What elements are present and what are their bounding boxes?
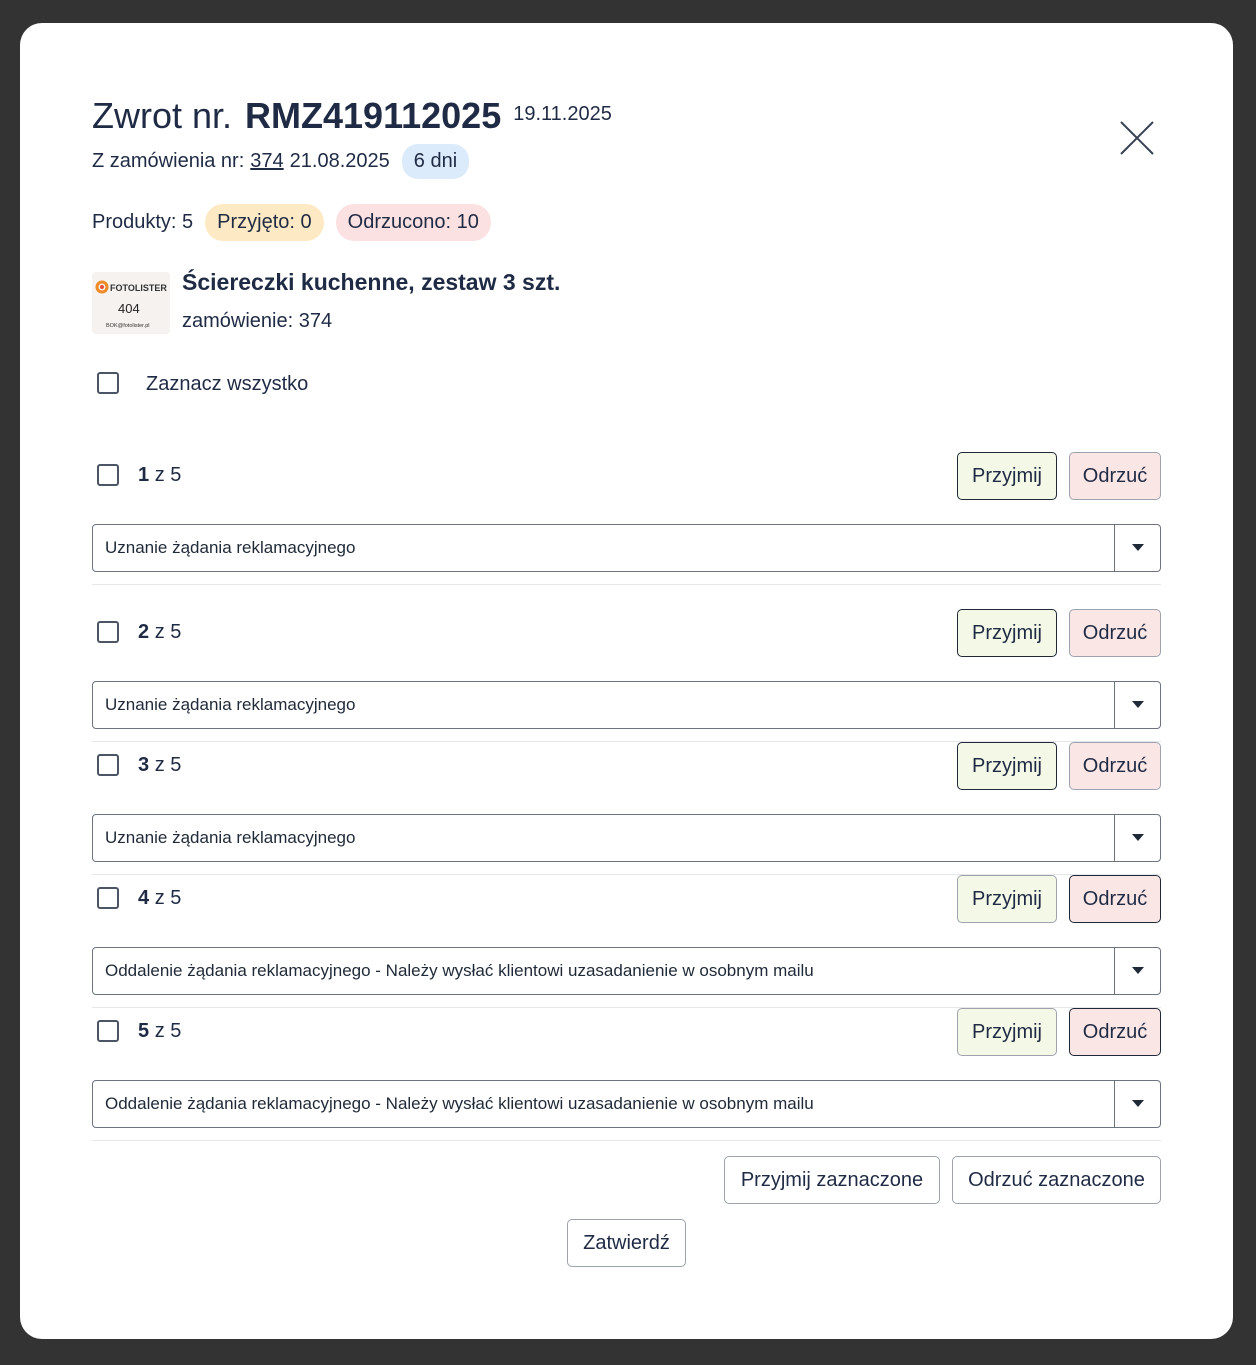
decision-value: Uznanie żądania reklamacyjnego	[105, 538, 356, 557]
thumb-email: BOK@fotolister.pl	[106, 323, 150, 329]
item-checkbox[interactable]	[97, 464, 119, 486]
decision-select[interactable]	[92, 1080, 1161, 1128]
order-date: 21.08.2025	[289, 150, 390, 172]
select-divider	[1114, 815, 1115, 861]
chevron-down-icon	[1132, 701, 1144, 708]
product-name: Ściereczki kuchenne, zestaw 3 szt.	[182, 269, 561, 295]
decision-select[interactable]	[92, 814, 1161, 862]
chevron-down-icon	[1132, 834, 1144, 841]
decision-value: Oddalenie żądania reklamacyjnego - Należy wysłać klientowi uzasadanienie w osobnym mailu	[105, 961, 814, 980]
accept-selected-button[interactable]: Przyjmij zaznaczone	[724, 1156, 940, 1204]
accept-button[interactable]: Przyjmij	[957, 742, 1057, 790]
confirm-button[interactable]: Zatwierdź	[567, 1219, 686, 1267]
days-badge: 6 dni	[402, 144, 469, 179]
order-info	[92, 144, 469, 179]
reject-button[interactable]: Odrzuć	[1069, 1008, 1161, 1056]
modal-title	[92, 95, 612, 137]
return-number: RMZ419112025	[245, 95, 502, 136]
reject-button[interactable]: Odrzuć	[1069, 452, 1161, 500]
item-separator	[92, 584, 1161, 585]
accept-button[interactable]: Przyjmij	[957, 875, 1057, 923]
select-divider	[1114, 948, 1115, 994]
item-label: 2 z 5	[138, 621, 182, 643]
rejected-badge: Odrzucono: 10	[336, 204, 491, 241]
item-label: 5 z 5	[138, 1020, 182, 1042]
item-checkbox[interactable]	[97, 621, 119, 643]
chevron-down-icon	[1132, 544, 1144, 551]
close-icon[interactable]	[1118, 119, 1156, 157]
reject-button[interactable]: Odrzuć	[1069, 742, 1161, 790]
decision-select[interactable]	[92, 681, 1161, 729]
product-order: zamówienie: 374	[182, 310, 333, 332]
accepted-badge: Przyjęto: 0	[205, 204, 323, 241]
order-number-link[interactable]: 374	[250, 150, 284, 172]
decision-value: Uznanie żądania reklamacyjnego	[105, 828, 356, 847]
decision-value: Uznanie żądania reklamacyjnego	[105, 695, 356, 714]
reject-selected-button[interactable]: Odrzuć zaznaczone	[952, 1156, 1161, 1204]
item-checkbox[interactable]	[97, 1020, 119, 1042]
item-label: 1 z 5	[138, 464, 182, 486]
accept-button[interactable]: Przyjmij	[957, 452, 1057, 500]
chevron-down-icon	[1132, 1100, 1144, 1107]
select-divider	[1114, 1081, 1115, 1127]
item-checkbox[interactable]	[97, 887, 119, 909]
return-date: 19.11.2025	[513, 103, 612, 125]
item-label: 3 z 5	[138, 754, 182, 776]
reject-button[interactable]: Odrzuć	[1069, 875, 1161, 923]
select-all-label: Zaznacz wszystko	[146, 373, 309, 395]
accept-button[interactable]: Przyjmij	[957, 609, 1057, 657]
thumb-code: 404	[118, 301, 140, 316]
select-divider	[1114, 682, 1115, 728]
decision-value: Oddalenie żądania reklamacyjnego - Należy wysłać klientowi uzasadanienie w osobnym mailu	[105, 1094, 814, 1113]
chevron-down-icon	[1132, 967, 1144, 974]
order-prefix: Z zamówienia nr:	[92, 150, 245, 172]
products-count: Produkty: 5	[92, 211, 194, 233]
product-header	[92, 269, 992, 339]
title-prefix: Zwrot nr.	[92, 95, 233, 136]
reject-button[interactable]: Odrzuć	[1069, 609, 1161, 657]
item-label: 4 z 5	[138, 887, 182, 909]
product-thumbnail	[92, 272, 170, 334]
accept-button[interactable]: Przyjmij	[957, 1008, 1057, 1056]
decision-select[interactable]	[92, 524, 1161, 572]
return-modal	[20, 23, 1233, 1339]
item-checkbox[interactable]	[97, 754, 119, 776]
thumb-brand: FOTOLISTER	[110, 283, 167, 293]
select-divider	[1114, 525, 1115, 571]
decision-select[interactable]	[92, 947, 1161, 995]
item-separator	[92, 1140, 1161, 1141]
select-all-checkbox[interactable]	[97, 372, 119, 394]
stats-row	[92, 204, 491, 241]
